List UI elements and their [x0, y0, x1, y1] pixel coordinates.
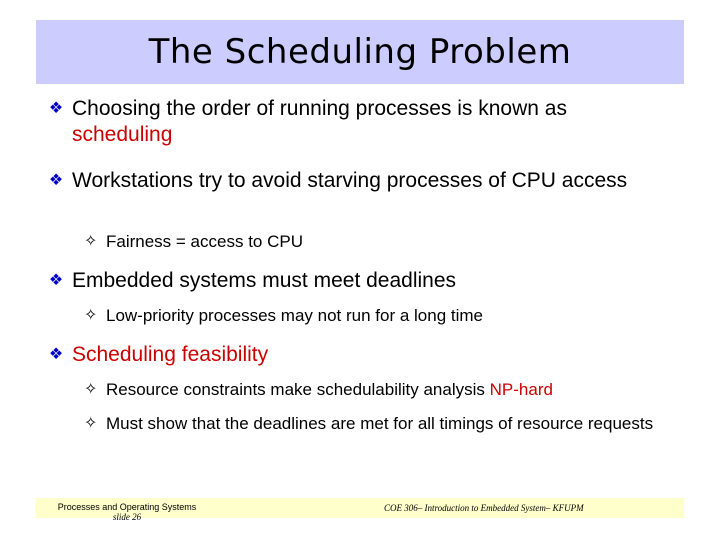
bullet-1-text: Choosing the order of running processes is known as	[72, 97, 567, 120]
diamond-bullet-icon: ❖	[48, 346, 64, 363]
diamond-bullet-icon: ❖	[48, 272, 64, 289]
bullet-1-highlight: scheduling	[72, 123, 173, 146]
footer-left	[42, 502, 212, 522]
slide-title: The Scheduling Problem	[148, 32, 572, 72]
footer	[36, 498, 684, 522]
star-bullet-icon: ✧	[84, 381, 98, 398]
slide-number: slide 26	[112, 512, 142, 522]
diamond-bullet-icon: ❖	[48, 172, 64, 189]
bullet-2-sub-text: Fairness = access to CPU	[106, 232, 303, 251]
diamond-bullet-icon: ❖	[48, 100, 64, 117]
star-bullet-icon: ✧	[84, 233, 98, 250]
star-bullet-icon: ✧	[84, 307, 98, 324]
footer-course-title: Processes and Operating Systems	[57, 502, 197, 512]
star-bullet-icon: ✧	[84, 415, 98, 432]
bullet-4-sub-1-text: Resource constraints make schedulability analysis	[106, 380, 485, 399]
bullet-3-sub-text: Low-priority processes may not run for a long time	[106, 306, 483, 325]
bullet-3-text: Embedded systems must meet deadlines	[72, 269, 457, 292]
bullet-4-sub-2-text: Must show that the deadlines are met for all timings of resource requests	[106, 414, 654, 433]
footer-right: COE 306– Introduction to Embedded System– KFUPM	[384, 503, 584, 513]
bullet-2-text: Workstations try to avoid starving processes of CPU access	[72, 169, 628, 192]
bullet-4-sub-1-highlight: NP-hard	[489, 380, 553, 399]
bullet-4-text: Scheduling feasibility	[72, 343, 269, 366]
